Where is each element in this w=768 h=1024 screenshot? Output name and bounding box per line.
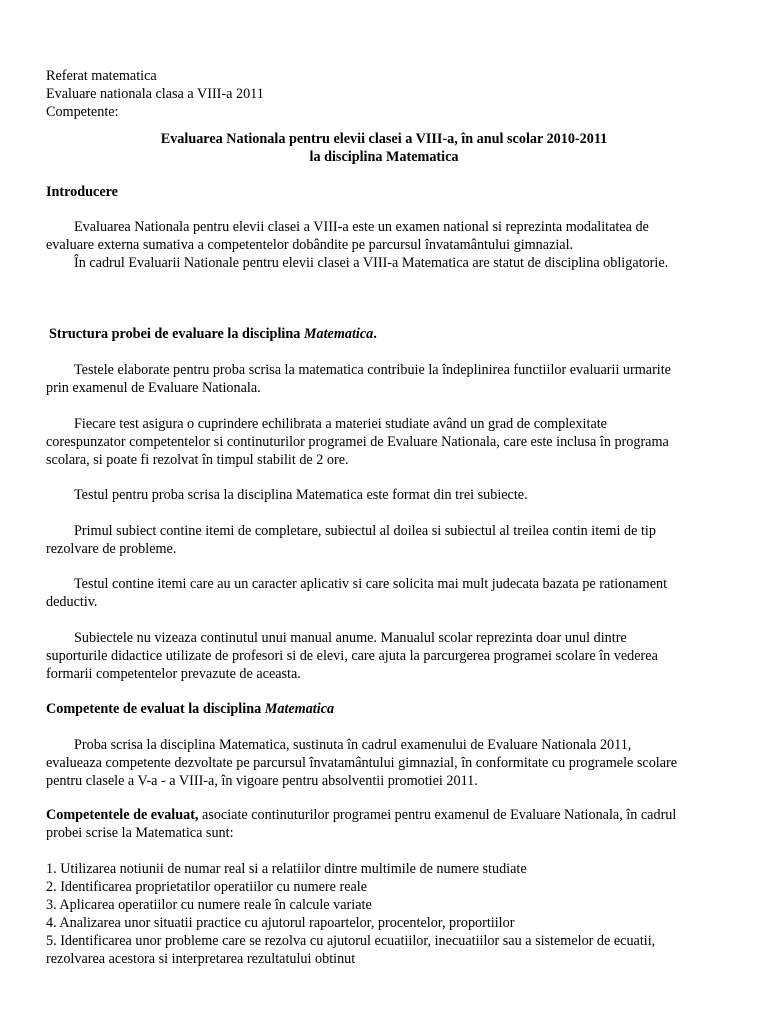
competente-paragraph-1 bbox=[46, 736, 722, 790]
list-item: 1. Utilizarea notiunii de numar real si a relatiilor dintre multimile de numere studiate bbox=[46, 861, 527, 877]
text-line: Primul subiect contine itemi de completare, subiectul al doilea si subiectul al treilea contin itemi de tip bbox=[74, 523, 656, 539]
text-line: Testul pentru proba scrisa la disciplina Matematica este format din trei subiecte. bbox=[74, 487, 528, 503]
text-line bbox=[46, 806, 722, 824]
header-line-3: Competente: bbox=[46, 104, 119, 120]
text-line: Subiectele nu vizeaza continutul unui manual anume. Manualul scolar reprezinta doar unul dintre bbox=[74, 630, 627, 646]
list-item: 3. Aplicarea operatiilor cu numere reale în calcule variate bbox=[46, 897, 372, 913]
heading-end: . bbox=[373, 326, 377, 342]
title-line-1: Evaluarea Nationala pentru elevii clasei a VIII-a, în anul scolar 2010-2011 bbox=[160, 131, 608, 147]
list-item: 2. Identificarea proprietatilor operatiilor cu numere reale bbox=[46, 879, 368, 895]
bold-lead: Competentele de evaluat, bbox=[46, 807, 199, 823]
heading-emphasis: Matematica bbox=[264, 701, 335, 717]
text-line: Proba scrisa la disciplina Matematica, sustinuta în cadrul examenului de Evaluare Nationala 2011, bbox=[74, 737, 632, 753]
text-line: deductiv. bbox=[46, 594, 98, 610]
text-line: Fiecare test asigura o cuprindere echilibrata a materiei studiate având un grad de complexitate bbox=[74, 416, 607, 432]
document-title bbox=[46, 130, 722, 166]
header-line-1: Referat matematica bbox=[46, 68, 157, 84]
structura-paragraph-5 bbox=[46, 575, 722, 611]
intro-paragraph bbox=[46, 218, 722, 272]
structura-paragraph-2 bbox=[46, 415, 722, 469]
structura-paragraph-6 bbox=[46, 629, 722, 683]
list-item-continuation: rezolvarea acestora si interpretarea rezultatului obtinut bbox=[46, 951, 356, 967]
structura-paragraph-4 bbox=[46, 522, 722, 558]
text-line: corespunzator competentelor si continuturilor programei de Evaluare Nationala, care este inclusa în programa bbox=[46, 434, 669, 450]
text-line: pentru clasele a V-a - a VIII-a, în vigoare pentru absolventii promotiei 2011. bbox=[46, 773, 478, 789]
text-line: formarii competentelor prevazute de aceasta. bbox=[46, 666, 301, 682]
heading-text: Structura probei de evaluare la disciplina bbox=[49, 326, 304, 342]
heading-text: Competente de evaluat la disciplina bbox=[46, 701, 265, 717]
text-line: Testele elaborate pentru proba scrisa la matematica contribuie la îndeplinirea functiilor evaluarii urmarite bbox=[74, 362, 671, 378]
document-header bbox=[46, 67, 722, 121]
intro-heading: Introducere bbox=[46, 184, 118, 200]
competente-heading bbox=[46, 700, 722, 718]
structura-paragraph-3 bbox=[46, 486, 722, 504]
text-line: scolara, si poate fi rezolvat în timpul stabilit de 2 ore. bbox=[46, 452, 349, 468]
structura-heading bbox=[49, 325, 725, 343]
structura-paragraph-1 bbox=[46, 361, 722, 397]
text-line: probei scrise la Matematica sunt: bbox=[46, 825, 234, 841]
list-item: 5. Identificarea unor probleme care se rezolva cu ajutorul ecuatiilor, inecuatiilor sau a sistemelor de ecuatii, bbox=[46, 933, 656, 949]
title-line-2: la disciplina Matematica bbox=[309, 149, 459, 165]
text-line: suporturile didactice utilizate de profesori si de elevi, care ajuta la parcurgerea programei scolare în vederea bbox=[46, 648, 658, 664]
text-rest: asociate continuturilor programei pentru examenul de Evaluare Nationala, în cadrul bbox=[198, 807, 677, 823]
text-line: evaluare externa sumativa a competentelor dobândite pe parcursul învatamântului gimnazial. bbox=[46, 237, 574, 253]
list-item: 4. Analizarea unor situatii practice cu ajutorul rapoartelor, procentelor, proportiilor bbox=[46, 915, 515, 931]
text-line: Evaluarea Nationala pentru elevii clasei a VIII-a este un examen national si reprezinta modalitatea de bbox=[74, 219, 649, 235]
text-line: Testul contine itemi care au un caracter aplicativ si care solicita mai mult judecata bazata pe rationament bbox=[74, 576, 668, 592]
text-line: rezolvare de probleme. bbox=[46, 541, 177, 557]
heading-emphasis: Matematica bbox=[303, 326, 374, 342]
text-line: prin examenul de Evaluare Nationala. bbox=[46, 380, 261, 396]
competente-paragraph-2 bbox=[46, 806, 722, 842]
text-line: În cadrul Evaluarii Nationale pentru elevii clasei a VIII-a Matematica are statut de disciplina obligatorie. bbox=[74, 255, 669, 271]
header-line-2: Evaluare nationala clasa a VIII-a 2011 bbox=[46, 86, 264, 102]
competente-list bbox=[46, 860, 722, 968]
text-line: evalueaza competente dezvoltate pe parcursul învatamântului gimnazial, în conformitate cu programele scolare bbox=[46, 755, 678, 771]
